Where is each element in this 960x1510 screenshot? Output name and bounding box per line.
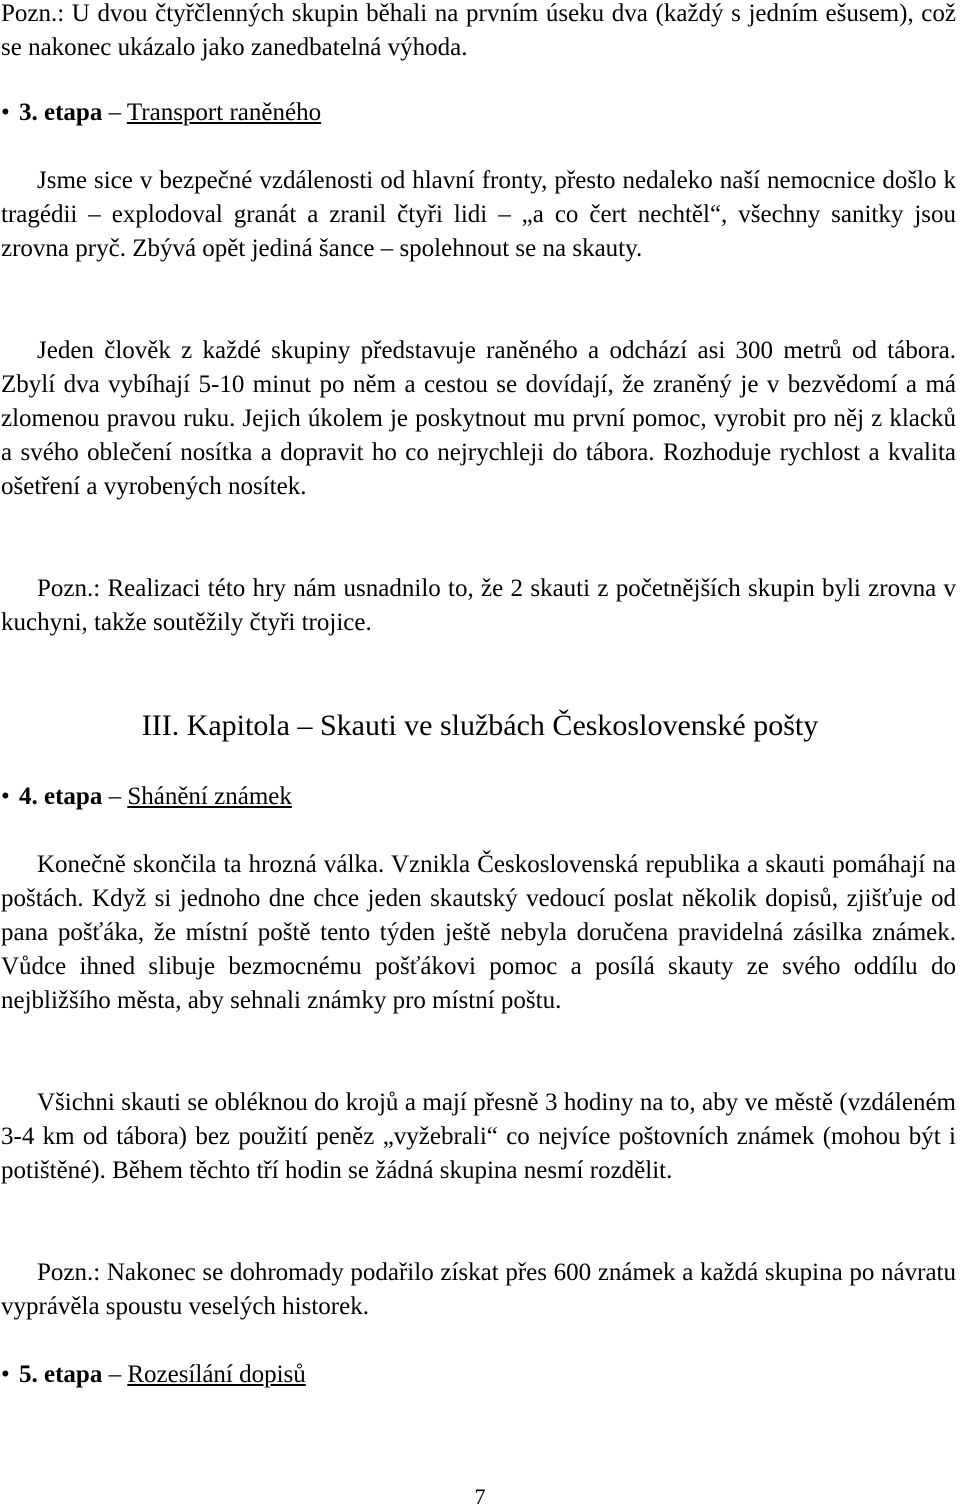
stage-5-title: Rozesílání dopisů — [127, 1361, 306, 1388]
stage-3-paragraph-1: Jsme sice v bezpečné vzdálenosti od hlavní fronty, přesto nedaleko naší nemocnice došlo k tragédii – explodoval granát a zranil čtyři lidi – „a co čert nechtěl“, všechny sanitky jsou zrovna pryč. Zbývá opět jediná šance – spolehnout se na skauty. — [1, 167, 956, 262]
stage-3-number: 3. etapa — [19, 99, 103, 126]
stage-4-paragraph-1: Konečně skončila ta hrozná válka. Vznikla Československá republika a skauti pomáhají na poštách. Když si jednoho dne chce jeden skautský vedoucí poslat několik dopisů, zjišťuje od pana pošťáka, že místní poště tento týden ještě nebyla doručena pravidelná zásilka známek. Vůdce ihned slibuje bezmocnému pošťákovi pomoc a posílá skauty ze svého oddílu do nejbližšího města, aby sehnali známky pro místní poštu. — [1, 851, 956, 1014]
bullet-icon: • — [1, 1361, 10, 1388]
stage-3-paragraph-2: Jeden člověk z každé skupiny představuje raněného a odchází asi 300 metrů od tábora. Zbylí dva vybíhají 5-10 minut po něm a cestou se dovídají, že zraněný je v bezvědomí a má zlomenou pravou ruku. Jejich úkolem je poskytnout mu první pomoc, vyrobit pro něj z klacků a svého oblečení nosítka a dopravit ho co nejrychleji do tábora. Rozhoduje rychlost a kvalita ošetření a vyrobených nosítek. — [1, 337, 956, 500]
note-paragraph-top: Pozn.: U dvou čtyřčlenných skupin běhali na prvním úseku dva (každý s jedním ešusem), což se nakonec ukázalo jako zanedbatelná výhoda. — [1, 0, 956, 61]
note-paragraph-4: Pozn.: Nakonec se dohromady podařilo získat přes 600 známek a každá skupina po návratu vyprávěla spoustu veselých historek. — [1, 1259, 956, 1320]
stage-5-dash: – — [102, 1361, 128, 1388]
stage-3-dash: – — [102, 99, 127, 126]
stage-4-number: 4. etapa — [19, 783, 103, 810]
stage-4-paragraph-2: Všichni skauti se obléknou do krojů a mají přesně 3 hodiny na to, aby ve městě (vzdáleném 3-4 km od tábora) bez použití peněz „vyžebrali“ co nejvíce poštovních známek (mohou být i potištěné). Během těchto tří hodin se žádná skupina nesmí rozdělit. — [1, 1089, 956, 1184]
stage-4-dash: – — [102, 783, 128, 810]
stage-5-number: 5. etapa — [19, 1361, 103, 1388]
bullet-icon: • — [1, 783, 10, 810]
bullet-icon: • — [1, 99, 10, 126]
note-paragraph-3: Pozn.: Realizaci této hry nám usnadnilo to, že 2 skauti z početnějších skupin byli zrovna v kuchyni, takže soutěžily čtyři trojice. — [1, 575, 956, 636]
chapter-heading: III. Kapitola – Skauti ve službách Československé pošty — [141, 709, 819, 742]
stage-5-heading — [1, 1358, 901, 1392]
stage-4-heading — [1, 780, 901, 814]
stage-4-title: Shánění známek — [127, 783, 292, 810]
stage-3-title: Transport raněného — [126, 99, 322, 126]
page-number: 7 — [474, 1484, 486, 1509]
stage-3-heading — [1, 96, 901, 130]
